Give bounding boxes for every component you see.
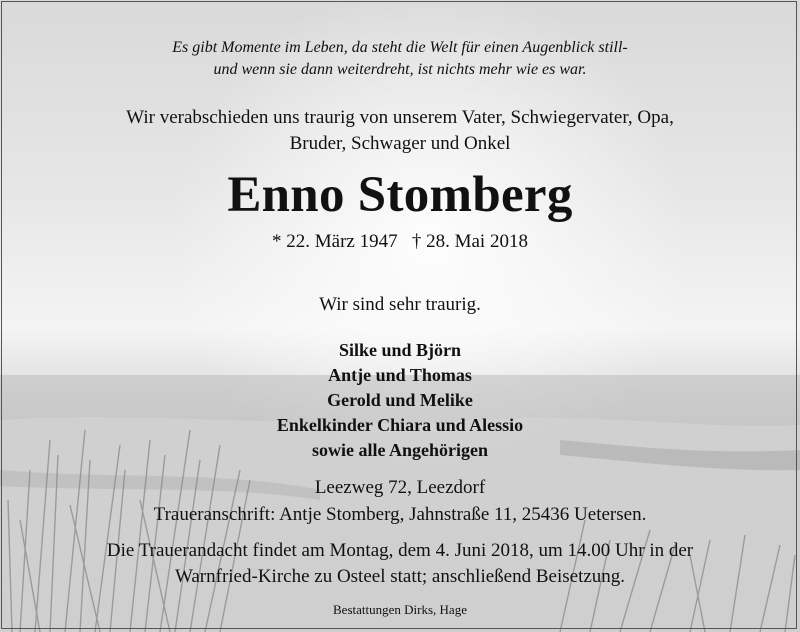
service-info-line-1: Die Trauerandacht findet am Montag, dem 4. Juni 2018, um 14.00 Uhr in der: [106, 540, 694, 561]
residence-address: Leezweg 72, Leezdorf: [314, 477, 486, 498]
service-info-line-2: Warnfried-Kirche zu Osteel statt; anschließend Beisetzung.: [174, 566, 626, 587]
family-member-1: Silke und Björn: [338, 340, 462, 360]
mourning-statement: Wir sind sehr traurig.: [319, 294, 481, 315]
family-member-3: Gerold und Melike: [327, 390, 473, 410]
family-member-2: Antje und Thomas: [328, 365, 472, 385]
deceased-name: Enno Stomberg: [227, 167, 573, 223]
motto-line-1: Es gibt Momente im Leben, da steht die Welt für einen Augenblick still-: [172, 39, 628, 56]
motto-line-2: und wenn sie dann weiterdreht, ist nichts mehr wie es war.: [213, 61, 587, 78]
life-dates: * 22. März 1947 † 28. Mai 2018: [272, 231, 528, 252]
intro-line-2: Bruder, Schwager und Onkel: [289, 133, 511, 154]
intro-line-1: Wir verabschieden uns traurig von unserem Vater, Schwiegervater, Opa,: [126, 107, 674, 128]
undertaker-name: Bestattungen Dirks, Hage: [333, 602, 467, 617]
family-member-5: sowie alle Angehörigen: [312, 440, 488, 460]
mourning-address: Traueranschrift: Antje Stomberg, Jahnstraße 11, 25436 Uetersen.: [153, 504, 647, 525]
family-member-4: Enkelkinder Chiara und Alessio: [276, 415, 524, 435]
